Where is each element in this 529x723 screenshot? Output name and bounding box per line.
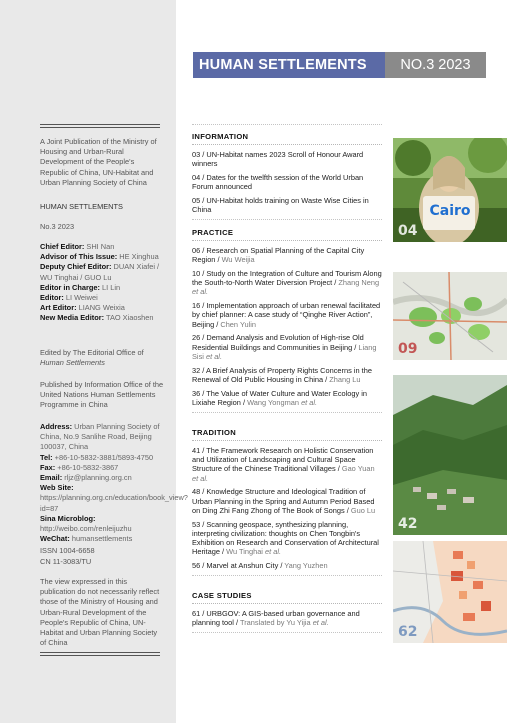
thumbnail-map [393,272,507,360]
editor-row: Art Editor: LIANG Weixia [40,303,125,313]
section-top-divider [192,124,382,125]
page-number: 42 [398,516,418,532]
section-tradition [192,428,382,576]
contact-row: Tel: +86-10-5832-3881/5893-4750 [40,452,154,462]
toc-item[interactable]: 53 / Scanning geospace, synthesizing planning, interpreting civilization: thoughts on Chen Tongbin's Exhibition on Research and Conservation of Architectural Heritage / Wu Tinghai et al. [192,519,379,557]
toc-item[interactable]: 26 / Demand Analysis and Evolution of High-rise Old Residential Buildings and Communities in Beijing / Liang Sisi et al. [192,333,377,361]
editor-row: Editor: LI Weiwei [40,293,98,303]
contact-list [40,422,188,544]
toc-item[interactable]: 61 / URBGOV: A GIS-based urban governance and planning tool / Translated by Yu Yijia et al. [192,609,360,628]
toc-item[interactable]: 48 / Knowledge Structure and Ideological Tradition of Urban Planning in the Spring and Autumn Period Based on Ding Zhi Fang Zhong of The Book of Songs / Guo Lu [192,487,376,515]
section-end-divider [192,575,382,576]
photo-mountain-village-icon [393,375,507,535]
contact-row: Address: Urban Planning Society of China, No.9 Sanlihe Road, Beijing 100037, China [40,422,160,452]
section-title: PRACTICE [192,228,234,237]
section-case-studies [192,591,382,633]
editor-row: Chief Editor: SHI Nan [40,242,115,251]
sidebar-bottom-rule [40,652,160,656]
editor-row: Editor in Charge: LI Lin [40,282,121,292]
section-end-divider [192,219,382,220]
section-divider [192,440,382,441]
editor-list [40,242,164,324]
toc-item[interactable]: 41 / The Framework Research on Holistic Conservation and Utilization of Landscaping and Cultural Space Structure of the Chinese Traditional Villages / Gao Yuan et al. [192,446,375,483]
contact-row: WeChat: humansettlements [40,534,133,544]
toc-item[interactable]: 36 / The Value of Water Culture and Water Ecology in Lixiahe Region / Wang Yongman et al. [192,388,367,407]
colophon-issue: No.3 2023 [40,222,75,231]
cn-number: CN 11-3083/TU [40,557,92,566]
contact-row: Web Site: https://planning.org.cn/education/book_view? id=87 [40,483,188,513]
toc-item[interactable]: 05 / UN-Habitat holds training on Waste Wise Cities in China [192,196,369,215]
thumbnail-village-photo [393,375,507,535]
section-title: INFORMATION [192,132,249,141]
journal-banner [193,52,486,78]
section-title: CASE STUDIES [192,591,252,600]
sidebar-top-rule [40,124,160,128]
toc-item[interactable]: 06 / Research on Spatial Planning of the Capital City Region / Wu Weijia [192,246,365,265]
section-end-divider [192,632,382,633]
edited-by: Edited by The Editorial Office of Human Settlements [40,348,144,368]
section-divider [192,603,382,604]
section-practice [192,228,382,413]
page-number: 09 [398,341,418,357]
toc-item[interactable]: 03 / UN-Habitat names 2023 Scroll of Honour Award winners [192,150,364,169]
section-end-divider [192,412,382,413]
colophon-intro: A Joint Publication of the Ministry of Housing and Urban-Rural Development of the People's Republic of China, UN-Habitat and Urban Planning Society of China [40,137,157,187]
colophon-sidebar [0,0,188,723]
toc-item[interactable]: 04 / Dates for the twelfth session of the World Urban Forum announced [192,173,364,192]
section-divider [192,240,382,241]
toc-item[interactable]: 32 / A Brief Analysis of Property Rights Concerns in the Renewal of Old Public Housing in China / Zhang Lu [192,365,372,384]
contact-row: Fax: +86-10-5832-3867 [40,462,119,472]
page-number: 04 [398,223,418,239]
page-number: 62 [398,624,418,640]
banner-title: HUMAN SETTLEMENTS [193,52,385,78]
toc-item[interactable]: 10 / Study on the Integration of Culture and Tourism Along the South-to-North Water Diversion Project / Zhang Neng et al. [192,269,382,297]
issn: ISSN 1004-6658 [40,546,95,555]
contact-row: Sina Microblog: http://weibo.com/renleijuzhu [40,513,132,534]
toc-item[interactable]: 16 / Implementation approach of urban renewal facilitated by chief planner: A case study of “Qinghe River Action”, Beijing / Chen Yulin [192,301,381,329]
section-divider [192,144,382,145]
contact-row: Email: rljz@planning.org.cn [40,473,132,483]
colophon-journal: HUMAN SETTLEMENTS [40,202,123,211]
disclaimer: The view expressed in this publication do not necessarily reflect those of the Ministry of Housing and Urban-Rural Development of the People's Republic of China, UN-Habitat and Urban Planning Society of China [40,577,160,648]
banner-issue: NO.3 2023 [385,52,486,78]
sign-text: Cairo [429,203,471,219]
section-information [192,123,382,220]
editor-row: New Media Editor: TAO Xiaoshen [40,313,154,323]
editor-row: Deputy Chief Editor: DUAN Xiafei / WU Tinghai / GUO Lu [40,262,160,282]
thumbnail-heatmap [393,541,507,643]
toc-item[interactable]: 56 / Marvel at Anshun City / Yang Yuzhen [192,561,328,571]
editor-row: Advisor of This Issue: HE Xinghua [40,252,159,262]
section-title: TRADITION [192,428,237,437]
thumbnail-woman-photo [393,138,507,242]
published-by: Published by Information Office of the United Nations Human Settlements Programme in China [40,380,164,410]
